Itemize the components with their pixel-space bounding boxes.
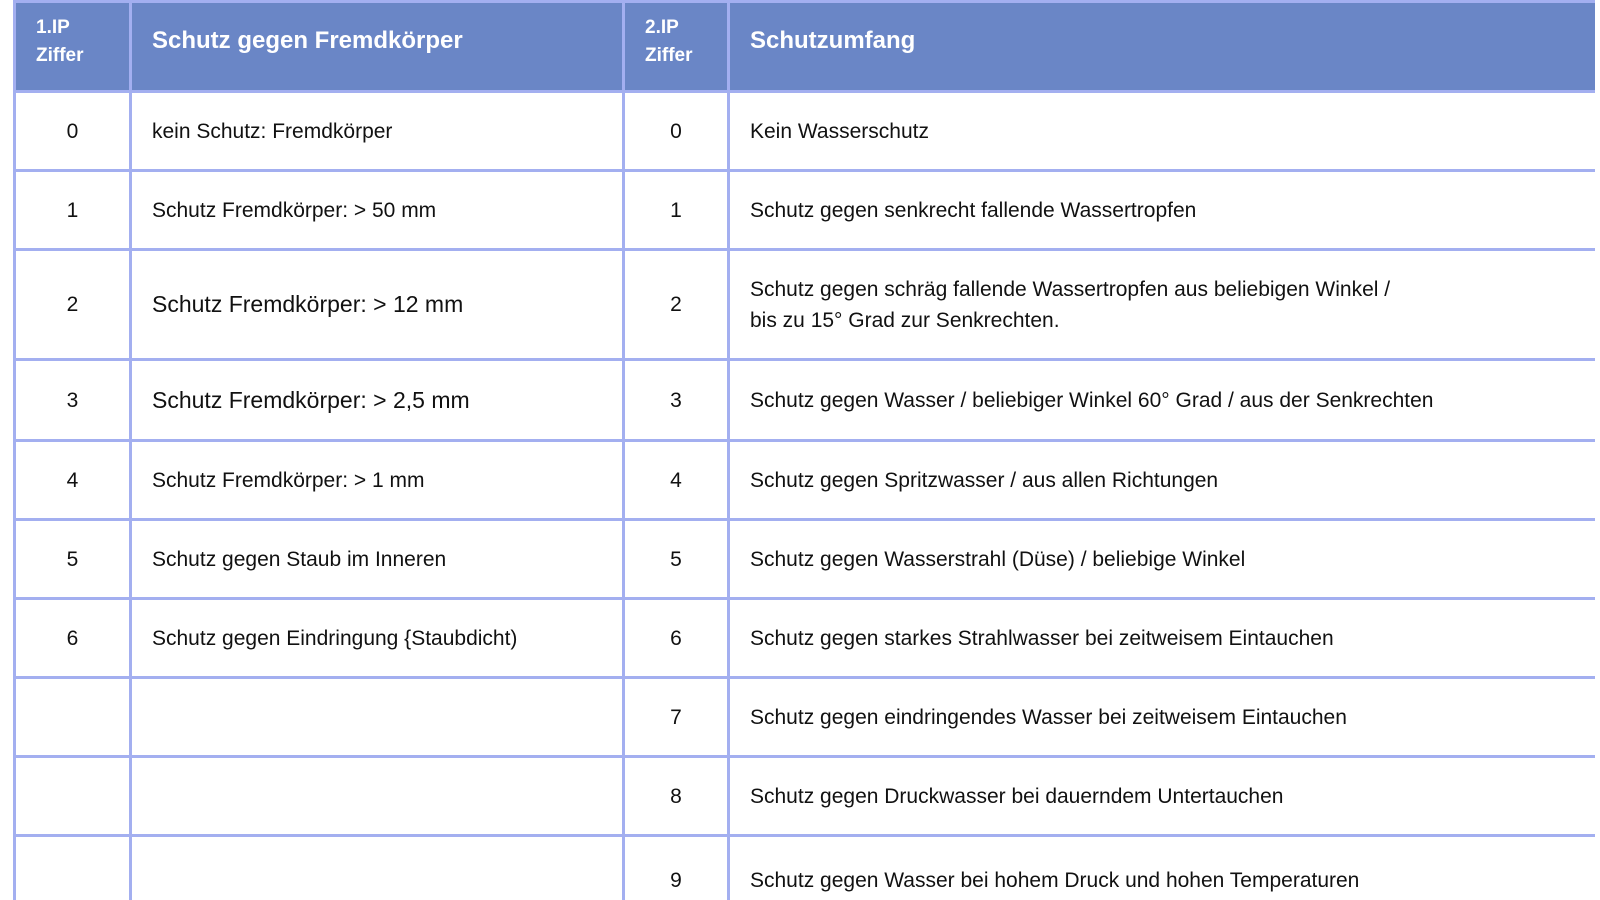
first-digit-cell: 0 (15, 92, 131, 171)
water-protection-cell: Schutz gegen Wasser / beliebiger Winkel 60° Grad / aus der Senkrechten (729, 360, 1596, 441)
table-row (15, 171, 1596, 250)
water-protection-cell: Schutz gegen Wasser bei hohem Druck und hohen Temperaturen (729, 836, 1596, 900)
foreign-body-cell: kein Schutz: Fremdkörper (131, 92, 624, 171)
first-digit-cell: 4 (15, 441, 131, 520)
second-digit-cell: 0 (624, 92, 729, 171)
second-digit-cell: 8 (624, 757, 729, 836)
foreign-body-cell: Schutz gegen Staub im Inneren (131, 520, 624, 599)
second-digit-cell: 9 (624, 836, 729, 900)
water-protection-cell: Kein Wasserschutz (729, 92, 1596, 171)
first-digit-cell (15, 757, 131, 836)
header-second-ip-digit-line-1: 2.IP (645, 16, 679, 38)
foreign-body-cell: Schutz gegen Eindringung {Staubdicht) (131, 599, 624, 678)
table-row (15, 678, 1596, 757)
second-digit-cell: 7 (624, 678, 729, 757)
header-foreign-body-protection: Schutz gegen Fremdkörper (131, 2, 624, 92)
table-row (15, 360, 1596, 441)
second-digit-cell: 5 (624, 520, 729, 599)
header-first-ip-digit-line-2: Ziffer (36, 44, 84, 66)
water-protection-line-2: bis zu 15° Grad zur Senkrechten. (750, 308, 1060, 332)
second-digit-cell: 6 (624, 599, 729, 678)
first-digit-cell: 6 (15, 599, 131, 678)
header-first-ip-digit (15, 2, 131, 92)
second-digit-cell: 4 (624, 441, 729, 520)
first-digit-cell: 2 (15, 250, 131, 360)
table-row (15, 836, 1596, 900)
ip-protection-table (13, 0, 1595, 900)
foreign-body-cell (131, 678, 624, 757)
first-digit-cell: 5 (15, 520, 131, 599)
header-protection-scope: Schutzumfang (729, 2, 1596, 92)
water-protection-cell: Schutz gegen Druckwasser bei dauerndem Untertauchen (729, 757, 1596, 836)
header-second-ip-digit (624, 2, 729, 92)
water-protection-cell: Schutz gegen senkrecht fallende Wassertropfen (729, 171, 1596, 250)
first-digit-cell (15, 678, 131, 757)
foreign-body-cell: Schutz Fremdkörper: > 12 mm (131, 250, 624, 360)
second-digit-cell: 3 (624, 360, 729, 441)
second-digit-cell: 2 (624, 250, 729, 360)
table-row (15, 757, 1596, 836)
water-protection-cell: Schutz gegen Spritzwasser / aus allen Richtungen (729, 441, 1596, 520)
foreign-body-cell (131, 836, 624, 900)
table-row (15, 520, 1596, 599)
header-first-ip-digit-line-1: 1.IP (36, 16, 70, 38)
first-digit-cell (15, 836, 131, 900)
water-protection-cell: Schutz gegen eindringendes Wasser bei zeitweisem Eintauchen (729, 678, 1596, 757)
foreign-body-cell (131, 757, 624, 836)
table-row (15, 92, 1596, 171)
header-row (15, 2, 1596, 92)
foreign-body-cell: Schutz Fremdkörper: > 2,5 mm (131, 360, 624, 441)
table-row (15, 599, 1596, 678)
foreign-body-cell: Schutz Fremdkörper: > 1 mm (131, 441, 624, 520)
ip-protection-table-container (13, 0, 1595, 900)
header-second-ip-digit-line-2: Ziffer (645, 44, 693, 66)
second-digit-cell: 1 (624, 171, 729, 250)
foreign-body-cell: Schutz Fremdkörper: > 50 mm (131, 171, 624, 250)
table-row (15, 441, 1596, 520)
water-protection-cell (729, 250, 1596, 360)
water-protection-cell: Schutz gegen starkes Strahlwasser bei zeitweisem Eintauchen (729, 599, 1596, 678)
water-protection-cell: Schutz gegen Wasserstrahl (Düse) / beliebige Winkel (729, 520, 1596, 599)
table-row (15, 250, 1596, 360)
first-digit-cell: 1 (15, 171, 131, 250)
first-digit-cell: 3 (15, 360, 131, 441)
water-protection-line-1: Schutz gegen schräg fallende Wassertropfen aus beliebigen Winkel / (750, 277, 1391, 301)
